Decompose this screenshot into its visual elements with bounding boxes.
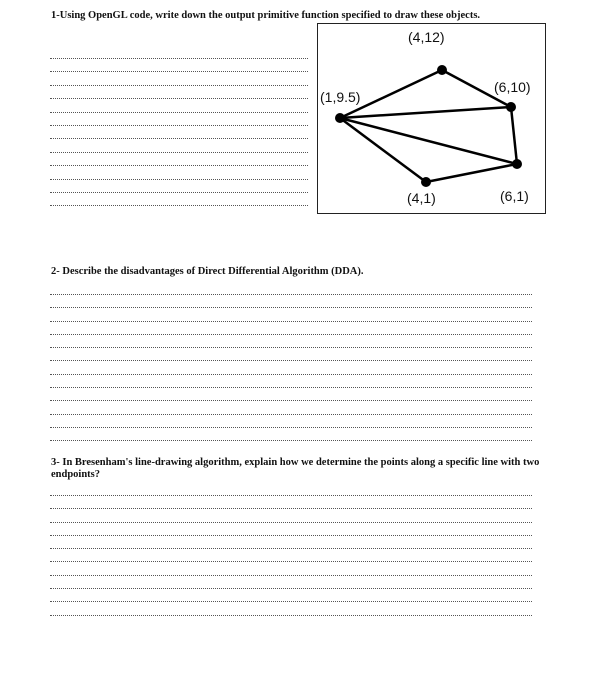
question-3-text: 3- In Bresenham's line-drawing algorithm, explain how we determine the points along a specific line with two endpoints? [51,457,540,480]
answer-line[interactable] [50,98,308,99]
answer-line[interactable] [50,152,308,153]
answer-line[interactable] [50,601,532,602]
answer-line[interactable] [50,138,308,139]
answer-line[interactable] [50,71,308,72]
edge-p3-p4 [511,107,517,164]
answer-line[interactable] [50,360,532,361]
answer-lines-q1[interactable] [50,58,308,219]
edge-p1-p4 [340,118,517,164]
vertex-p1 [335,113,345,123]
answer-line[interactable] [50,347,532,348]
answer-line[interactable] [50,205,308,206]
question-1-text: 1-Using OpenGL code, write down the output primitive function specified to draw these objects. [51,10,481,21]
answer-line[interactable] [50,192,308,193]
answer-line[interactable] [50,387,532,388]
polygon-svg [318,24,547,215]
vertex-label-p2: (4,12) [408,29,445,45]
answer-line[interactable] [50,179,308,180]
answer-line[interactable] [50,548,532,549]
answer-line[interactable] [50,294,532,295]
answer-line[interactable] [50,495,532,496]
answer-line[interactable] [50,334,532,335]
answer-line[interactable] [50,165,308,166]
answer-lines-q2[interactable] [50,294,532,454]
answer-line[interactable] [50,307,532,308]
answer-line[interactable] [50,508,532,509]
answer-line[interactable] [50,440,532,441]
edge-p4-p5 [426,164,517,182]
answer-line[interactable] [50,561,532,562]
vertex-label-p1: (1,9.5) [320,89,361,105]
answer-line[interactable] [50,321,532,322]
answer-line[interactable] [50,400,532,401]
vertex-label-p5: (4,1) [407,190,436,206]
answer-line[interactable] [50,588,532,589]
answer-line[interactable] [50,575,532,576]
vertex-p5 [421,177,431,187]
answer-line[interactable] [50,58,308,59]
answer-line[interactable] [50,615,532,616]
answer-lines-q3[interactable] [50,495,532,628]
polygon-figure [317,23,546,214]
vertex-p4 [512,159,522,169]
answer-line[interactable] [50,535,532,536]
vertex-p2 [437,65,447,75]
edge-p1-p3 [340,107,511,118]
answer-line[interactable] [50,414,532,415]
answer-line[interactable] [50,125,308,126]
edge-p5-p1 [340,118,426,182]
answer-line[interactable] [50,112,308,113]
question-2-text: 2- Describe the disadvantages of Direct Differential Algorithm (DDA). [51,266,364,277]
answer-line[interactable] [50,85,308,86]
answer-line[interactable] [50,374,532,375]
answer-line[interactable] [50,427,532,428]
vertex-label-p4: (6,1) [500,188,529,204]
vertex-p3 [506,102,516,112]
answer-line[interactable] [50,522,532,523]
vertex-label-p3: (6,10) [494,79,531,95]
